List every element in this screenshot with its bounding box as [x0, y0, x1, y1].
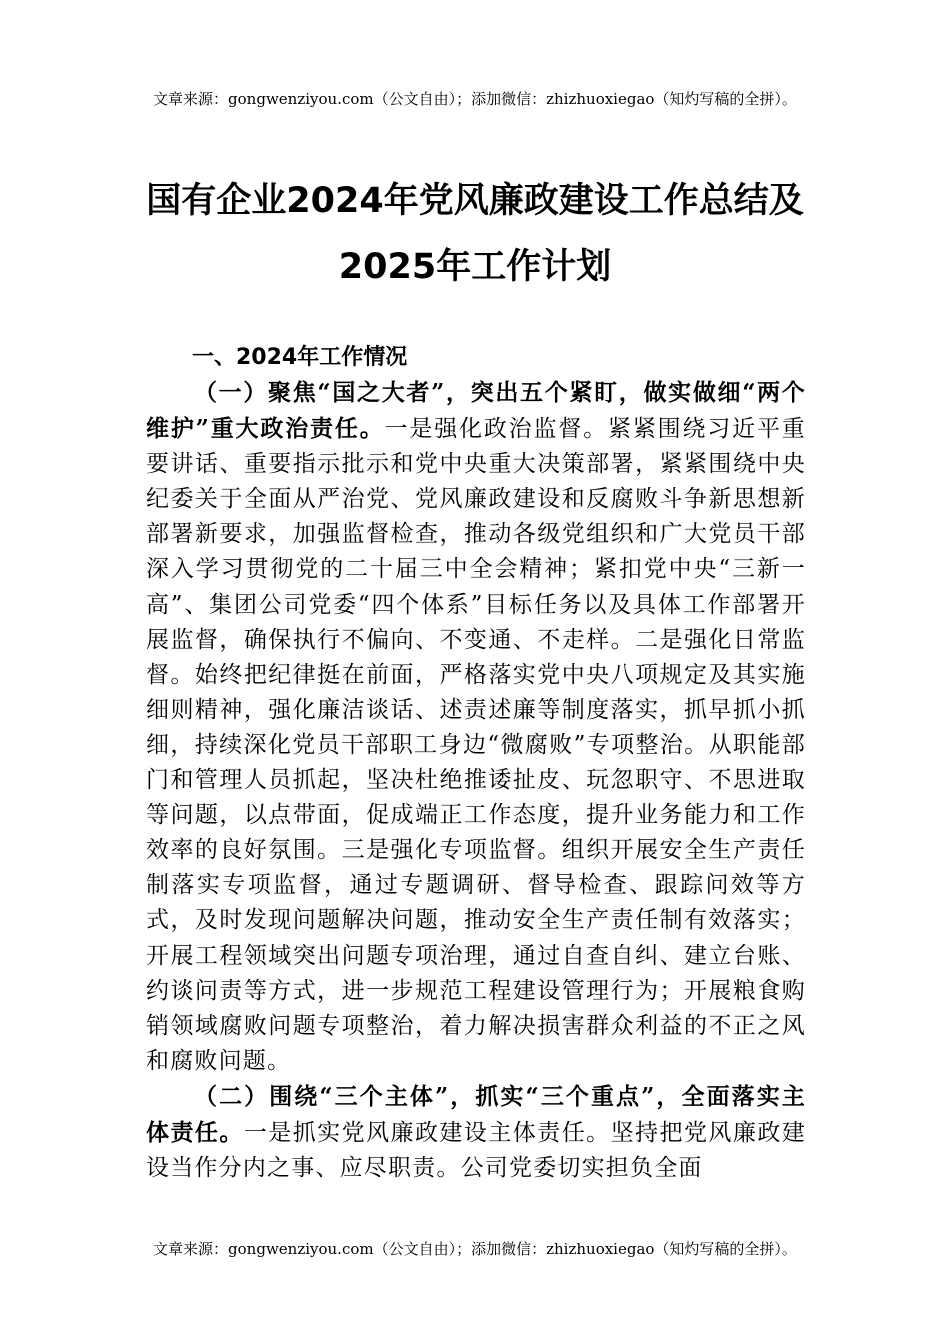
- document-title: [120, 168, 830, 300]
- document-body: [146, 340, 806, 1186]
- document-title-line-2: 2025年工作计划: [338, 247, 612, 287]
- paragraph-1: [146, 375, 806, 1079]
- footer-source-note: 文章来源：gongwenziyou.com（公文自由）；添加微信：zhizhuoxiegao（知灼写稿的全拼）。: [153, 1240, 797, 1258]
- paragraph-1-lead: （一）聚焦“国之大者”，突出五个紧盯，做实做细“两个维护”重大政治责任。: [146, 379, 806, 443]
- paragraph-2: [146, 1079, 806, 1186]
- document-title-line-1: 国有企业2024年党风廉政建设工作总结及: [146, 181, 804, 221]
- paragraph-1-body: 一是强化政治监督。紧紧围绕习近平重要讲话、重要指示批示和党中央重大决策部署，紧紧围绕中央纪委关于全面从严治党、党风廉政建设和反腐败斗争新思想新部署新要求，加强监督检查，推动各级党组织和广大党员干部深入学习贯彻党的二十届三中全会精神；紧扣党中央“三新一高”、集团公司党委“四个体系”目标任务以及具体工作部署开展监督，确保执行不偏向、不变通、不走样。二是强化日常监督。始终把纪律挺在前面，严格落实党中央八项规定及其实施细则精神，强化廉洁谈话、述责述廉等制度落实，抓早抓小抓细，持续深化党员干部职工身边“微腐败”专项整治。从职能部门和管理人员抓起，坚决杜绝推诿扯皮、玩忽职守、不思进取等问题，以点带面，促成端正工作态度，提升业务能力和工作效率的良好氛围。三是强化专项监督。组织开展安全生产责任制落实专项监督，通过专题调研、督导检查、跟踪问效等方式，及时发现问题解决问题，推动安全生产责任制有效落实；开展工程领域突出问题专项治理，通过自查自纠、建立台账、约谈问责等方式，进一步规范工程建设管理行为；开展粮食购销领域腐败问题专项整治，着力解决损害群众利益的不正之风和腐败问题。: [146, 416, 806, 1074]
- section-heading: 一、2024年工作情况: [192, 345, 408, 370]
- paragraph-2-lead: （二）围绕“三个主体”，抓实“三个重点”，全面落实主体责任。: [146, 1082, 806, 1146]
- paragraph-2-body: 一是抓实党风廉政建设主体责任。坚持把党风廉政建设当作分内之事、应尽职责。公司党委切实担负全面: [146, 1119, 806, 1182]
- header-source-note: 文章来源：gongwenziyou.com（公文自由）；添加微信：zhizhuoxiegao（知灼写稿的全拼）。: [153, 90, 797, 108]
